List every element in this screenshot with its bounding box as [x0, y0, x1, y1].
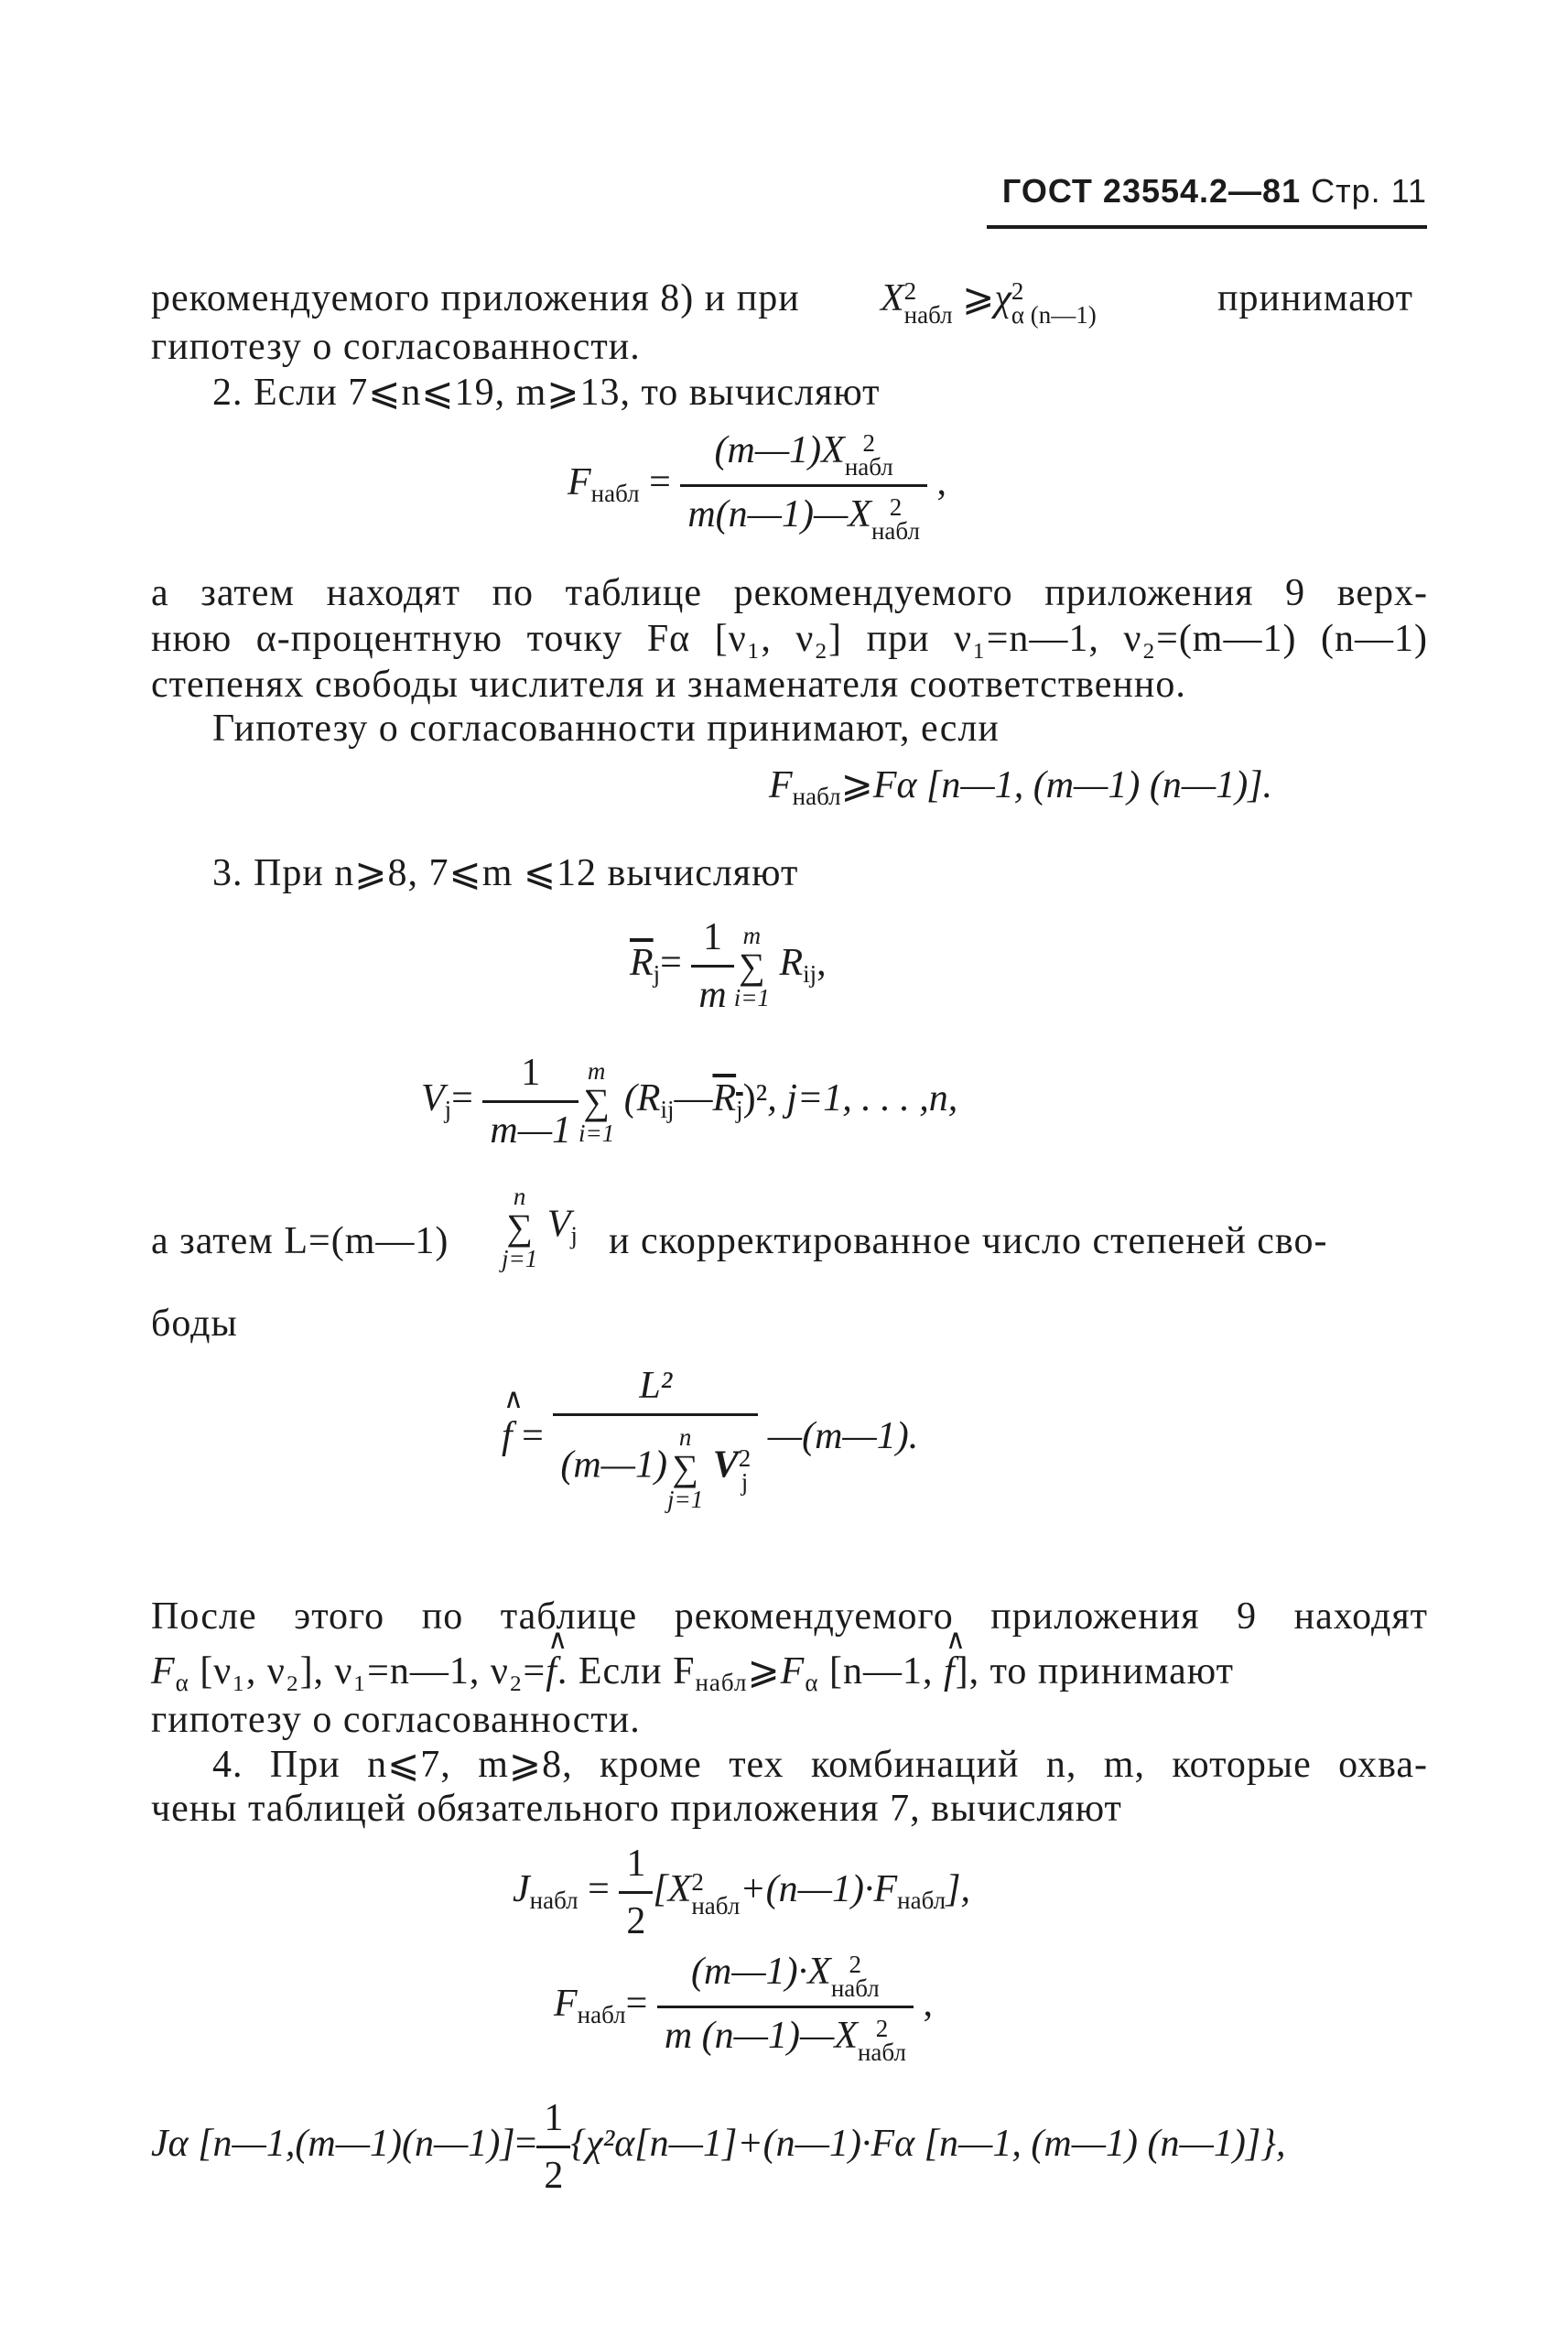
- p2-line2: нюю α-процентную точку Fα [ν₁, ν₂] при ν₁=n—1, ν₂=(m—1) (n—1): [151, 618, 1428, 660]
- p4-line1: После этого по таблице рекомендуемого приложения 9 находят: [151, 1595, 1428, 1638]
- formula-f-nabl: $F_{набл}$ = (m—1)X 2 набл m(n—1)—X 2 набл ,: [568, 429, 946, 545]
- page-header: [987, 172, 1427, 211]
- p5-line1: 4. При n⩽7, m⩾8, кроме тех комбинаций n, m, которые охва-: [212, 1744, 1428, 1786]
- p1-line2: гипотезу о согласованности.: [151, 326, 641, 368]
- formula-j-nabl: $J_{набл}$ = $\frac{1}{2}$ [X2 $набл+(n—1)\cdot F_{набл}$],: [513, 1843, 970, 1942]
- p5-line2: чены таблицей обязательного приложения 7, вычисляют: [151, 1788, 1122, 1830]
- formula-f-nabl-2: $F_{набл}=$ (m—1)·X 2 набл m (n—1)—X 2 набл ,: [554, 1951, 933, 2066]
- formula-j-alpha: Jα [n—1,(m—1)(n—1)]= $\frac{1}{2}$ {χ²α[n—1]+(n—1)·Fα [n—1, (m—1) (n—1)]},: [151, 2097, 1286, 2197]
- p3-then: а затем L=(m—1): [151, 1220, 449, 1262]
- p3-intro: 3. При n⩾8, 7⩽m ⩽12 вычисляют: [212, 852, 799, 894]
- p4-line2: $F_\alpha$ [ν₁, ν₂], ν₁=n—1, ν₂=∧ f. Если $F_{набл}⩾F_\alpha$ [n—1, ∧ f], то принимают: [151, 1648, 1234, 1706]
- page-number: Стр. 11: [1311, 172, 1427, 210]
- sum-l: n ∑ j=1 $V_j$: [502, 1183, 578, 1272]
- p3-then-end: и скорректированное число степеней сво-: [609, 1220, 1328, 1262]
- standard-number: ГОСТ 23554.2—81: [1001, 172, 1302, 210]
- header-rule: [987, 225, 1427, 229]
- formula-v: $V_j=$ $\frac{1}{m—1}$ m ∑ i=1 $(R_{ij}—R_j)^2$, j=1, . . . ,n,: [421, 1052, 958, 1152]
- formula-condition: $F_{набл}⩾F\alpha$ [n—1, (m—1) (n—1)].: [769, 764, 1273, 810]
- p4-line3: гипотезу о согласованности.: [151, 1699, 641, 1741]
- chi-compare: X2 набл ⩾χ2 α (n—1): [881, 277, 1097, 329]
- p2-line3: степенях свободы числителя и знаменателя соответственно.: [151, 664, 1186, 706]
- formula-r-bar: $\overline{R}_j=$ $\frac{1}{m}$ m ∑ i=1 $R_{ij}$,: [630, 916, 827, 1016]
- p1-line1-end: принимают: [1217, 277, 1414, 319]
- p3-cont: боды: [151, 1303, 238, 1345]
- p2-line1: а затем находят по таблице рекомендуемого приложения 9 верх-: [151, 572, 1428, 614]
- p1-line1-start: рекомендуемого приложения 8) и при: [151, 277, 800, 319]
- p2-intro: 2. Если 7⩽n⩽19, m⩾13, то вычисляют: [212, 372, 881, 414]
- formula-f-hat: ∧ f = L² (m—1) n ∑ j=1 V2 j —(m—1).: [502, 1364, 918, 1515]
- p2-line4: Гипотезу о согласованности принимают, если: [212, 708, 1000, 750]
